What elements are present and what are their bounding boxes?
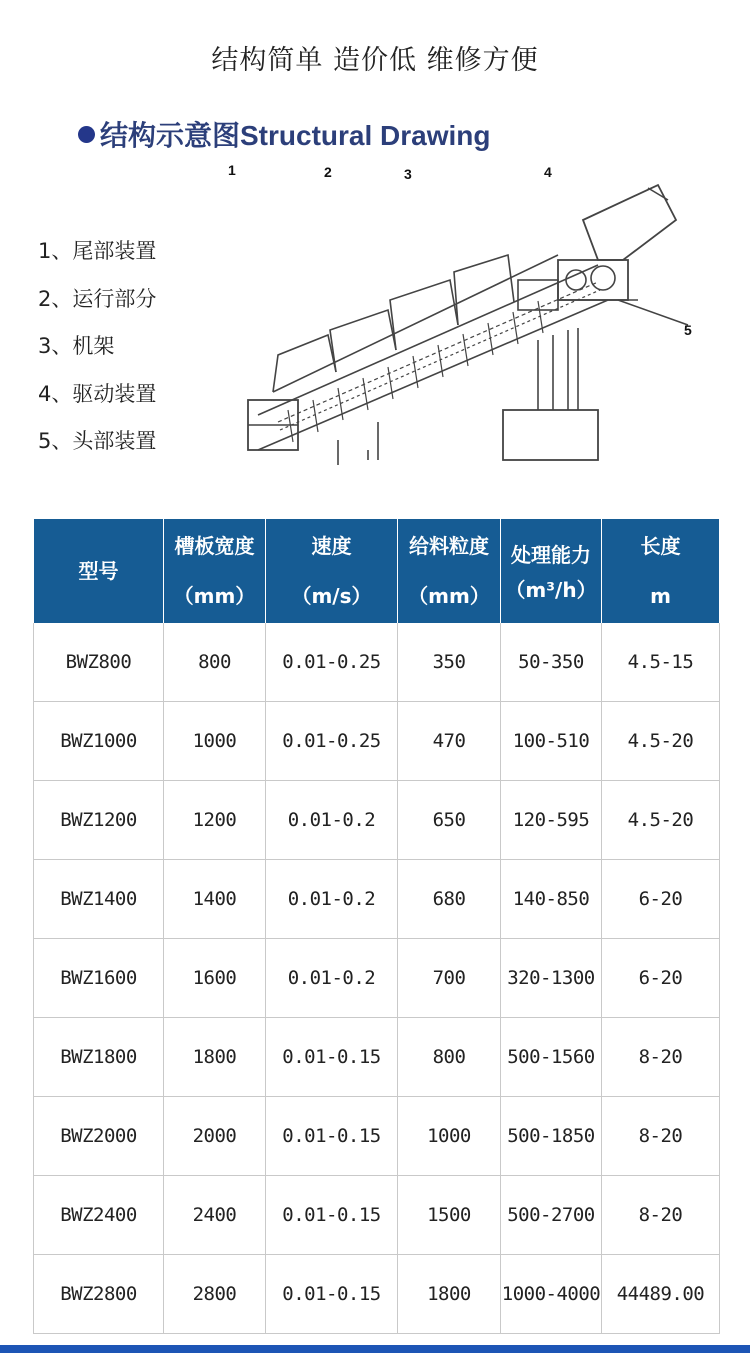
bottom-accent-bar	[0, 1345, 750, 1353]
callout-2: 2	[324, 164, 332, 180]
cell-width: 1000	[164, 702, 266, 781]
cell-speed: 0.01-0.25	[266, 702, 398, 781]
cell-feed-size: 470	[398, 702, 501, 781]
cell-capacity: 320-1300	[501, 939, 602, 1018]
table-row	[34, 1176, 720, 1255]
table-row	[34, 1018, 720, 1097]
cell-model: BWZ2800	[34, 1255, 164, 1334]
cell-speed: 0.01-0.2	[266, 939, 398, 1018]
callout-5: 5	[684, 322, 692, 338]
table-row	[34, 939, 720, 1018]
cell-width: 1400	[164, 860, 266, 939]
cell-model: BWZ1800	[34, 1018, 164, 1097]
cell-feed-size: 1500	[398, 1176, 501, 1255]
legend-item: 2、运行部分	[38, 286, 157, 311]
cell-capacity: 140-850	[501, 860, 602, 939]
cell-feed-size: 700	[398, 939, 501, 1018]
cell-width: 1800	[164, 1018, 266, 1097]
header-capacity: 处理能力 （m³/h）	[501, 519, 602, 623]
cell-length: 6-20	[602, 939, 720, 1018]
table-row	[34, 1255, 720, 1334]
cell-feed-size: 650	[398, 781, 501, 860]
cell-length: 4.5-15	[602, 623, 720, 702]
cell-length: 6-20	[602, 860, 720, 939]
cell-length: 8-20	[602, 1097, 720, 1176]
cell-model: BWZ1400	[34, 860, 164, 939]
header-feed-size: 给料粒度 （mm）	[398, 519, 501, 623]
cell-speed: 0.01-0.2	[266, 781, 398, 860]
cell-width: 2800	[164, 1255, 266, 1334]
callout-1: 1	[228, 162, 236, 178]
legend-item: 1、尾部装置	[38, 239, 157, 263]
cell-speed: 0.01-0.15	[266, 1176, 398, 1255]
cell-capacity: 1000-4000	[501, 1255, 602, 1334]
cell-feed-size: 800	[398, 1018, 501, 1097]
structural-drawing	[218, 160, 718, 480]
legend-item: 3、机架	[38, 334, 115, 358]
parts-legend	[38, 232, 156, 470]
header-model: 型号	[34, 519, 164, 623]
cell-feed-size: 1800	[398, 1255, 501, 1334]
cell-width: 2000	[164, 1097, 266, 1176]
cell-capacity: 500-1850	[501, 1097, 602, 1176]
cell-width: 1600	[164, 939, 266, 1018]
legend-item: 5、头部装置	[38, 429, 157, 453]
cell-speed: 0.01-0.25	[266, 623, 398, 702]
cell-model: BWZ1200	[34, 781, 164, 860]
cell-length: 44489.00	[602, 1255, 720, 1334]
bullet-dot-icon	[78, 126, 95, 143]
table-header-row	[34, 519, 720, 623]
cell-speed: 0.01-0.15	[266, 1097, 398, 1176]
feeder-diagram-image	[218, 160, 718, 480]
cell-length: 4.5-20	[602, 781, 720, 860]
cell-model: BWZ2400	[34, 1176, 164, 1255]
header-width: 槽板宽度 （mm）	[164, 519, 266, 623]
legend-item: 4、驱动装置	[38, 381, 157, 406]
cell-width: 800	[164, 623, 266, 702]
header-speed: 速度 （m/s）	[266, 519, 398, 623]
table-row	[34, 781, 720, 860]
cell-capacity: 120-595	[501, 781, 602, 860]
cell-feed-size: 350	[398, 623, 501, 702]
table-row	[34, 623, 720, 702]
header-length: 长度 m	[602, 519, 720, 623]
cell-capacity: 50-350	[501, 623, 602, 702]
cell-feed-size: 1000	[398, 1097, 501, 1176]
cell-length: 8-20	[602, 1176, 720, 1255]
cell-width: 1200	[164, 781, 266, 860]
cell-length: 4.5-20	[602, 702, 720, 781]
cell-model: BWZ2000	[34, 1097, 164, 1176]
cell-model: BWZ1600	[34, 939, 164, 1018]
cell-model: BWZ800	[34, 623, 164, 702]
cell-speed: 0.01-0.15	[266, 1018, 398, 1097]
section-title-text: 结构示意图Structural Drawing	[100, 120, 491, 151]
section-title	[78, 114, 490, 154]
cell-width: 2400	[164, 1176, 266, 1255]
table-row	[34, 702, 720, 781]
cell-speed: 0.01-0.2	[266, 860, 398, 939]
cell-capacity: 500-2700	[501, 1176, 602, 1255]
callout-4: 4	[544, 164, 552, 180]
specification-table	[33, 519, 720, 1334]
table-row	[34, 1097, 720, 1176]
cell-capacity: 500-1560	[501, 1018, 602, 1097]
cell-length: 8-20	[602, 1018, 720, 1097]
cell-capacity: 100-510	[501, 702, 602, 781]
slogan-heading: 结构简单 造价低 维修方便	[211, 45, 539, 76]
cell-feed-size: 680	[398, 860, 501, 939]
cell-model: BWZ1000	[34, 702, 164, 781]
callout-3: 3	[404, 166, 412, 182]
cell-speed: 0.01-0.15	[266, 1255, 398, 1334]
table-row	[34, 860, 720, 939]
